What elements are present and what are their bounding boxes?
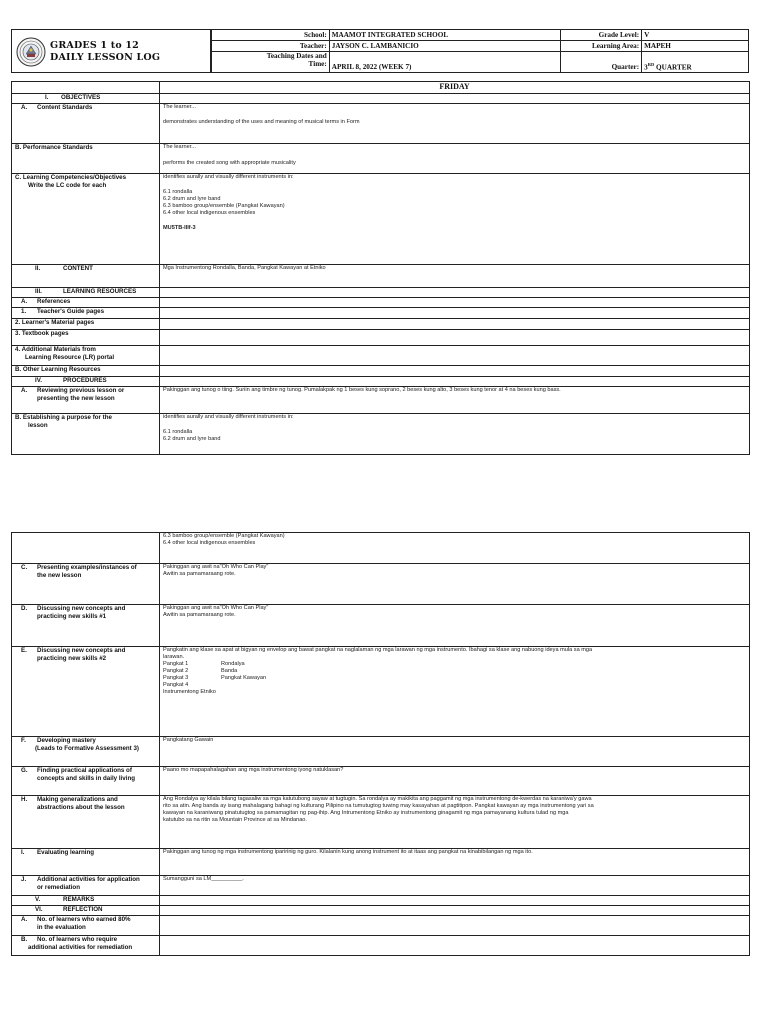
remarks-value — [160, 896, 750, 906]
procedures-value — [160, 377, 750, 387]
procedures-num: IV. — [35, 377, 42, 384]
content-standards-line-2: demonstrates understanding of the uses and meaning of musical terms in Form — [163, 118, 360, 125]
purpose-label-line-2: lesson — [28, 421, 48, 429]
learners-80-label — [12, 916, 160, 936]
reviewing-label-line-1: Reviewing previous lesson or — [37, 387, 125, 394]
dates-label — [212, 52, 330, 73]
additional-num: J. — [21, 876, 27, 883]
reflection-value — [160, 906, 750, 916]
generalizations-line: kawayan na karaniwang pinatutugtog sa pamamagitan ng pag-ihip. Ang Intrumentong Etniko ay instrumentong ginagamit ng mga pamayanang kultura tulad ng mga — [163, 809, 569, 816]
generalizations-line: rito sa atin. Ang banda ay isang mahalagang bahagi ng kulturang Pilipino na tumutugtog tuwing may kasayahan at pagtitipon. Pangkat kawayan ay mga instrumentong yari sa — [163, 802, 594, 809]
evaluating-label — [12, 849, 160, 876]
area-label: Learning Area: — [561, 41, 642, 52]
additional-value: Sumangguni sa LM__________. — [160, 876, 750, 896]
performance-standards-value — [160, 144, 750, 174]
discussing2-intro-1: Pangkatin ang klase sa apat at bigyan ng envelop ang bawat pangkat na naglalaman ng mga larawan ng mga instrumento. Ibahagi sa klase ang nabuong ideya mula sa mga — [163, 647, 593, 653]
reflection-num: VI. — [35, 906, 43, 913]
content-standards-value — [160, 104, 750, 144]
school-value: MAAMOT INTEGRATED SCHOOL — [329, 30, 561, 41]
quarter-rest: QUARTER — [654, 63, 692, 71]
other-resources-label: B. Other Learning Resources — [12, 366, 160, 377]
presenting-line-2: Awitin sa pamamaraang rote. — [163, 570, 236, 577]
content-standards-num: A. — [21, 104, 28, 111]
remarks-num: V. — [35, 896, 41, 903]
discussing1-label-line-2: practicing new skills #1 — [37, 612, 107, 620]
discussing1-value — [160, 605, 750, 647]
competency-item: 6.4 other local indigenous ensembles — [163, 209, 256, 216]
discussing2-label — [12, 647, 160, 737]
competencies-label — [12, 174, 160, 265]
generalizations-line: Ang Rondalya ay kilala bilang tagasaliw sa mga katutubong sayaw at tugtugin. Sa rondalya ay makikita ang paggamit ng mga instrumentong de-kwerdas na karaniwa'y gawa — [163, 796, 592, 802]
performance-standards-label: B. Performance Standards — [12, 144, 160, 174]
content-standards-text: Content Standards — [37, 104, 93, 111]
dates-label-line-1: Teaching Dates and — [266, 52, 327, 60]
presenting-line-1: Pakinggan ang awit na"Oh Who Can Play" — [163, 564, 269, 570]
competency-item: 6.2 drum and lyre band — [163, 195, 221, 202]
learning-resources-value — [160, 288, 750, 298]
competency-item: 6.3 bamboo group/ensemble (Pangkat Kawayan) — [163, 202, 285, 209]
additional-label-line-1: Additional activities for application — [37, 876, 140, 883]
discussing2-value — [160, 647, 750, 737]
practical-value: Paano mo mapapahalagahan ang mga instrumentong iyong natuklasan? — [160, 767, 750, 796]
learners-80-value — [160, 916, 750, 936]
content-text: CONTENT — [63, 265, 93, 272]
additional-materials-line-1: 4. Additional Materials from — [15, 346, 96, 353]
purpose-label — [12, 414, 160, 455]
competencies-label-line-2: Write the LC code for each — [28, 181, 107, 189]
logo-box — [11, 29, 211, 73]
group-value: Pangkat Kawayan — [221, 674, 267, 681]
content-label — [12, 265, 160, 288]
learning-resources-text: LEARNING RESOURCES — [63, 288, 137, 295]
competency-item: 6.1 rondalla — [163, 188, 193, 195]
title-line-1: GRADES 1 to 12 — [50, 40, 139, 51]
procedures-label — [12, 377, 160, 387]
content-value: Mga Instrumentong Rondalla, Banda, Pangkat Kawayan at Etniko — [160, 265, 750, 288]
learners-remediation-value — [160, 936, 750, 956]
learners-remediation-label-line-2: additional activities for remediation — [28, 943, 133, 951]
group-value: Rondalya — [221, 660, 245, 667]
quarter-label: Quarter: — [561, 52, 642, 73]
group-name: Pangkat 4 — [163, 681, 189, 688]
discussing2-num: E. — [21, 647, 27, 654]
mastery-num: F. — [21, 737, 26, 744]
additional-materials-value — [160, 346, 750, 366]
group-name: Pangkat 2 — [163, 667, 189, 674]
mastery-label — [12, 737, 160, 767]
competencies-value — [160, 174, 750, 265]
learners-80-label-line-1: No. of learners who earned 80% — [37, 916, 131, 923]
purpose-cont-value — [160, 533, 750, 564]
teacher-label: Teacher: — [212, 41, 330, 52]
group-name: Pangkat 1 — [163, 660, 189, 667]
day-header-blank — [12, 82, 160, 94]
quarter-sup: RD — [647, 61, 655, 67]
discussing2-intro-2: larawan. — [163, 653, 185, 660]
lm-pages-label: 2. Learner's Material pages — [12, 319, 160, 330]
evaluating-num: I. — [21, 849, 25, 856]
reviewing-label — [12, 387, 160, 414]
presenting-label — [12, 564, 160, 605]
group-row — [163, 661, 746, 668]
presenting-num: C. — [21, 564, 28, 571]
presenting-label-line-1: Presenting examples/instances of — [37, 564, 137, 571]
discussing2-label-line-2: practicing new skills #2 — [37, 654, 107, 662]
presenting-label-line-2: the new lesson — [37, 571, 82, 579]
discussing2-label-line-1: Discussing new concepts and — [37, 647, 126, 654]
discussing1-line-1: Pakinggan ang awit na"Oh Who Can Play" — [163, 605, 269, 611]
purpose-intro: identifies aurally and visually different instruments in: — [163, 414, 294, 420]
references-value — [160, 298, 750, 308]
purpose-label-line-1: B. Establishing a purpose for the — [15, 414, 112, 421]
quarter-num: 3 — [644, 63, 648, 71]
area-value: MAPEH — [642, 41, 749, 52]
learners-remediation-label — [12, 936, 160, 956]
lesson-table-page-2 — [11, 532, 750, 956]
tg-pages-text: Teacher's Guide pages — [37, 308, 105, 315]
content-standards-line-1: The learner... — [163, 104, 196, 110]
tg-pages-label — [12, 308, 160, 319]
title-line-2: DAILY LESSON LOG — [50, 51, 161, 63]
purpose-item: 6.1 rondalla — [163, 428, 193, 435]
objectives-num: I. — [45, 94, 49, 101]
references-num: A. — [21, 298, 28, 305]
objectives-text: OBJECTIVES — [61, 94, 101, 101]
lesson-log-header — [11, 29, 749, 73]
procedures-text: PROCEDURES — [63, 377, 107, 384]
grade-value: V — [642, 30, 749, 41]
group-row — [163, 675, 746, 682]
additional-materials-line-2: Learning Resource (LR) portal — [25, 353, 115, 361]
document-title — [50, 40, 160, 64]
quarter-value — [642, 52, 749, 73]
practical-label — [12, 767, 160, 796]
performance-standards-line-2: performs the created song with appropriate musicality — [163, 159, 296, 166]
mastery-value: Pangkatang Gawain — [160, 737, 750, 767]
reviewing-label-line-2: presenting the new lesson — [37, 394, 115, 402]
purpose-item: 6.4 other local indigenous ensembles — [163, 539, 256, 546]
discussing1-line-2: Awitin sa pamamaraang rote. — [163, 611, 236, 618]
practical-label-line-1: Finding practical applications of — [37, 767, 132, 774]
tg-pages-num: 1. — [21, 308, 27, 315]
practical-num: G. — [21, 767, 28, 774]
generalizations-label — [12, 796, 160, 849]
deped-seal-icon — [16, 37, 46, 67]
generalizations-line: katutubo sa na ritin sa Mountain Province at sa Mindanao. — [163, 816, 307, 823]
learners-80-num: A. — [21, 916, 28, 923]
purpose-value — [160, 414, 750, 455]
day-header: FRIDAY — [160, 82, 750, 94]
teacher-value: JAYSON C. LAMBANICIO — [329, 41, 561, 52]
competencies-intro: identifies aurally and visually different instruments in: — [163, 174, 294, 180]
reflection-label — [12, 906, 160, 916]
objectives-value — [160, 94, 750, 104]
purpose-item: 6.2 drum and lyre band — [163, 435, 221, 442]
textbook-pages-label: 3. Textbook pages — [12, 330, 160, 346]
competencies-label-line-1: C. Learning Competencies/Objectives — [15, 174, 127, 181]
purpose-cont-label — [12, 533, 160, 564]
content-num: II. — [35, 265, 41, 272]
references-label — [12, 298, 160, 308]
discussing2-last: Instrumentong Etniko — [163, 688, 216, 695]
learning-resources-label — [12, 288, 160, 298]
generalizations-num: H. — [21, 796, 28, 803]
remarks-text: REMARKS — [63, 896, 95, 903]
performance-standards-line-1: The learner... — [163, 144, 196, 150]
additional-label-line-2: or remediation — [37, 883, 80, 891]
generalizations-label-line-2: abstractions about the lesson — [37, 803, 125, 811]
learners-80-label-line-2: in the evaluation — [37, 923, 86, 931]
group-name: Pangkat 3 — [163, 674, 189, 681]
generalizations-label-line-1: Making generalizations and — [37, 796, 118, 803]
presenting-value — [160, 564, 750, 605]
learning-resources-num: III. — [35, 288, 42, 295]
reviewing-value: Pakinggan ang tunog o tiing. Suriin ang timbre ng tunog. Pumalakpak ng 1 beses kung soprano, 2 beses kung alto, 3 beses kung tenor at 4 na beses kung bass. — [160, 387, 750, 414]
purpose-item: 6.3 bamboo group/ensemble (Pangkat Kawayan) — [163, 533, 285, 539]
discussing1-label — [12, 605, 160, 647]
textbook-pages-value — [160, 330, 750, 346]
mastery-label-line-2: (Leads to Formative Assessment 3) — [35, 744, 139, 752]
discussing1-num: D. — [21, 605, 28, 612]
discussing1-label-line-1: Discussing new concepts and — [37, 605, 126, 612]
learners-remediation-num: B. — [21, 936, 28, 943]
dates-value: APRIL 8, 2022 (WEEK 7) — [329, 52, 561, 73]
practical-label-line-2: concepts and skills in daily living — [37, 774, 135, 782]
learners-remediation-label-line-1: No. of learners who require — [37, 936, 118, 943]
additional-label — [12, 876, 160, 896]
tg-pages-value — [160, 308, 750, 319]
objectives-label — [12, 94, 160, 104]
generalizations-value — [160, 796, 750, 849]
mastery-label-line-1: Developing mastery — [37, 737, 96, 744]
group-row — [163, 682, 746, 689]
additional-materials-label — [12, 346, 160, 366]
group-value: Banda — [221, 667, 238, 674]
grade-label: Grade Level: — [561, 30, 642, 41]
evaluating-text: Evaluating learning — [37, 849, 95, 856]
content-standards-label — [12, 104, 160, 144]
competency-code: MU5TB-IIIf-3 — [163, 224, 196, 231]
reviewing-num: A. — [21, 387, 28, 394]
other-resources-value — [160, 366, 750, 377]
references-text: References — [37, 298, 71, 305]
lm-pages-value — [160, 319, 750, 330]
remarks-label — [12, 896, 160, 906]
school-label: School: — [212, 30, 330, 41]
lesson-table-page-1 — [11, 81, 750, 455]
header-info-table — [211, 29, 749, 73]
evaluating-value: Pakinggan ang tunog ng mga instrumentong iparirinig ng guro. Kilalanin kung anong instrument ito at itaas ang pangkat na kinabibilangan ng mga ito. — [160, 849, 750, 876]
group-row — [163, 668, 746, 675]
dates-label-line-2: Time: — [308, 60, 327, 68]
reflection-text: REFLECTION — [63, 906, 103, 913]
